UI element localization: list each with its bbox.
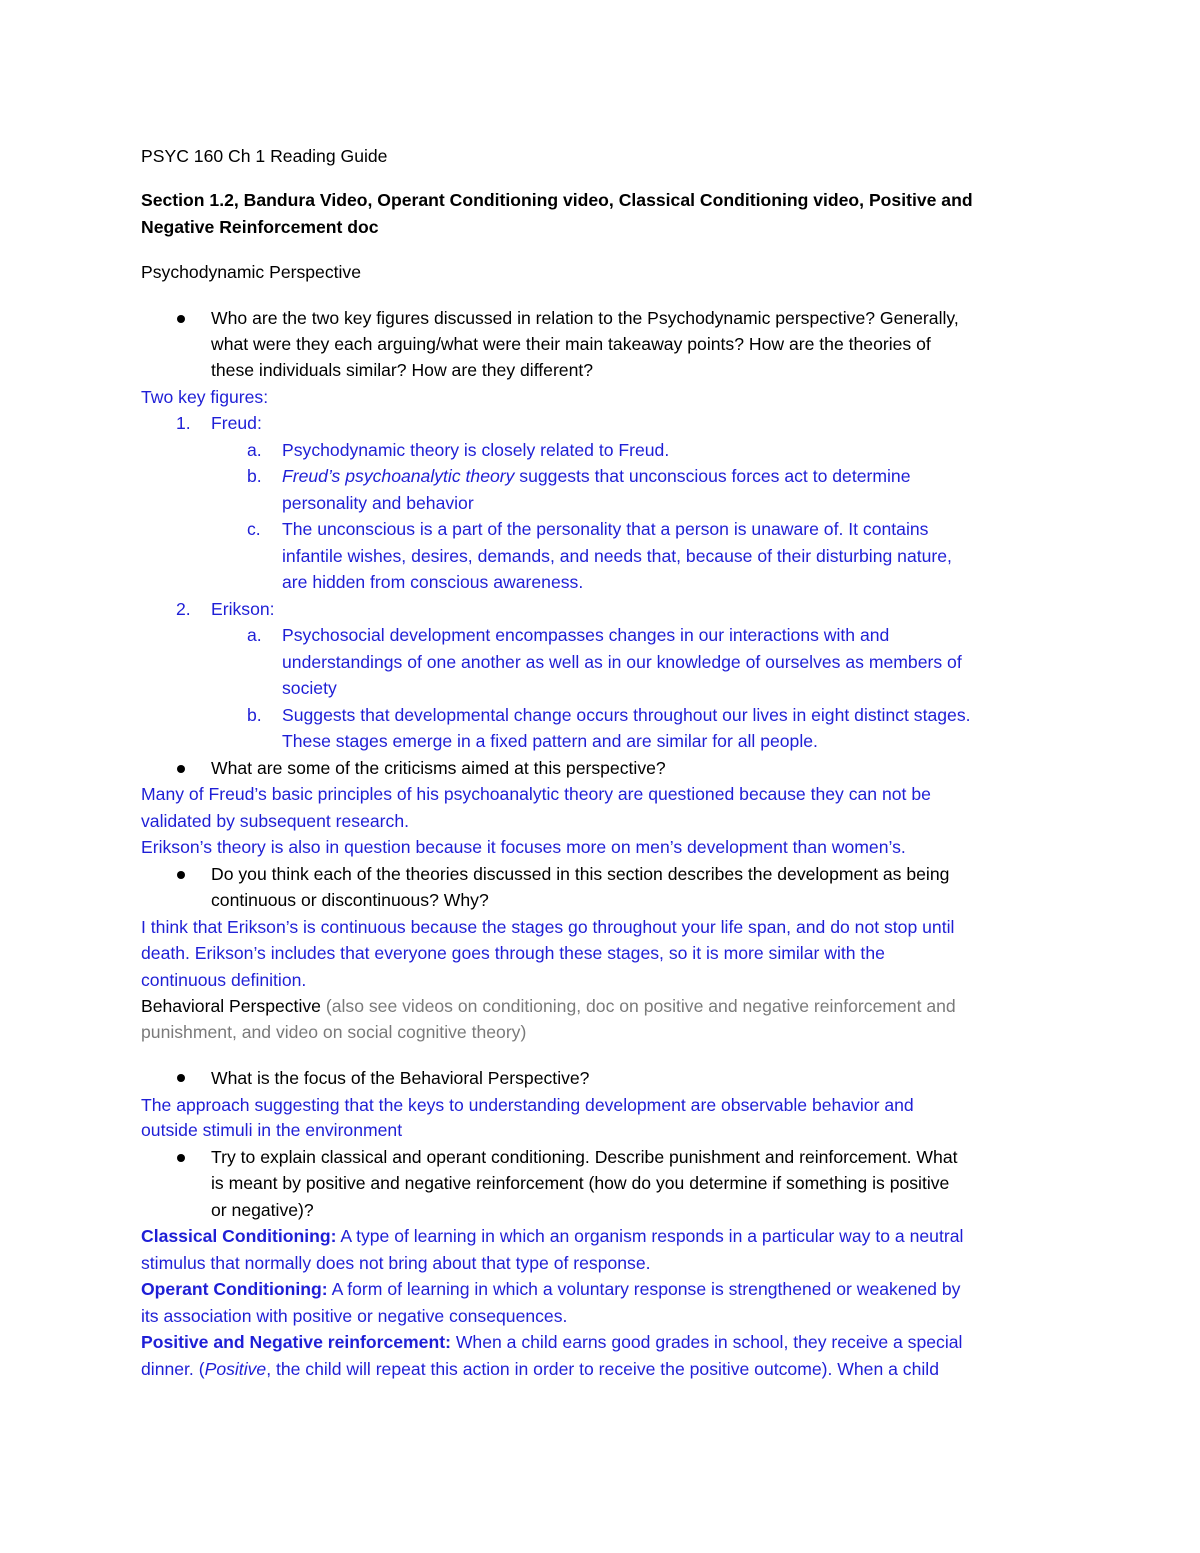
- erikson-point-b-line-2: These stages emerge in a fixed pattern and are similar for all people.: [282, 731, 818, 751]
- answer-3-line-3: continuous definition.: [141, 970, 307, 990]
- posneg-line-2: [141, 1356, 939, 1382]
- erikson-point-b-line-1: Suggests that developmental change occurs throughout our lives in eight distinct stages.: [282, 705, 971, 725]
- freud-point-c-line-2: infantile wishes, desires, demands, and needs that, because of their disturbing nature,: [282, 546, 952, 566]
- behavioral-note: (also see videos on conditioning, doc on positive and negative reinforcement and: [320, 996, 956, 1016]
- list-letter: a.: [247, 440, 262, 460]
- freud-point-a: Psychodynamic theory is closely related to Freud.: [282, 440, 670, 460]
- list-letter: a.: [247, 625, 262, 645]
- question-5-line-3: or negative)?: [211, 1200, 314, 1220]
- answer-4-line-2: outside stimuli in the environment: [141, 1120, 403, 1140]
- operant-label: Operant Conditioning:: [141, 1279, 328, 1299]
- bullet-icon: [177, 1154, 185, 1162]
- behavioral-heading-line-1: [141, 993, 956, 1019]
- answer-4-line-1: The approach suggesting that the keys to understanding development are observable behavior and: [141, 1095, 914, 1115]
- erikson-point-a-line-3: society: [282, 678, 337, 698]
- answer-2-line-3: Erikson’s theory is also in question because it focuses more on men’s development than women’s.: [141, 837, 906, 857]
- italic-term: Freud’s psychoanalytic theory: [282, 466, 515, 486]
- list-letter: b.: [247, 466, 262, 486]
- text-run: A type of learning in which an organism responds in a particular way to a neutral: [336, 1226, 964, 1246]
- posneg-label: Positive and Negative reinforcement:: [141, 1332, 451, 1352]
- question-4: What is the focus of the Behavioral Perspective?: [211, 1068, 590, 1088]
- list-letter: b.: [247, 705, 262, 725]
- list-letter: c.: [247, 519, 261, 539]
- question-5-line-2: is meant by positive and negative reinforcement (how do you determine if something is positive: [211, 1173, 950, 1193]
- question-3-line-2: continuous or discontinuous? Why?: [211, 890, 489, 910]
- erikson-point-a-line-2: understandings of one another as well as in our knowledge of ourselves as members of: [282, 652, 962, 672]
- bullet-icon: [177, 1074, 185, 1082]
- list-number: 1.: [176, 413, 191, 433]
- question-2: What are some of the criticisms aimed at this perspective?: [211, 758, 666, 778]
- bullet-icon: [177, 871, 185, 879]
- question-5-line-1: Try to explain classical and operant conditioning. Describe punishment and reinforcement. What: [211, 1147, 958, 1167]
- list-number: 2.: [176, 599, 191, 619]
- question-1-line-3: these individuals similar? How are they different?: [211, 360, 594, 380]
- doc-title: PSYC 160 Ch 1 Reading Guide: [141, 146, 388, 166]
- classical-line-1: [141, 1223, 963, 1249]
- question-1-line-1: Who are the two key figures discussed in relation to the Psychodynamic perspective? Generally,: [211, 308, 959, 328]
- bullet-icon: [177, 315, 185, 323]
- bullet-icon: [177, 765, 185, 773]
- section-line-1: Section 1.2, Bandura Video, Operant Conditioning video, Classical Conditioning video, Positive and: [141, 190, 973, 210]
- psychodynamic-heading: Psychodynamic Perspective: [141, 262, 362, 282]
- text-run: , the child will repeat this action in order to receive the positive outcome). When a child: [266, 1359, 939, 1379]
- answer-2-line-2: validated by subsequent research.: [141, 811, 409, 831]
- question-3-line-1: Do you think each of the theories discussed in this section describes the development as being: [211, 864, 950, 884]
- text-run: When a child earns good grades in school, they receive a special: [450, 1332, 963, 1352]
- erikson-label: Erikson:: [211, 599, 275, 619]
- answer-3-line-2: death. Erikson’s includes that everyone goes through these stages, so it is more similar with the: [141, 943, 885, 963]
- operant-line-2: its association with positive or negative consequences.: [141, 1306, 568, 1326]
- erikson-point-a-line-1: Psychosocial development encompasses changes in our interactions with and: [282, 625, 890, 645]
- classical-line-2: stimulus that normally does not bring about that type of response.: [141, 1253, 651, 1273]
- two-key-figures: Two key figures:: [141, 387, 269, 407]
- text-run: dinner. (: [141, 1359, 205, 1379]
- behavioral-heading: Behavioral Perspective: [141, 996, 321, 1016]
- answer-2-line-1: Many of Freud’s basic principles of his psychoanalytic theory are questioned because they can not be: [141, 784, 931, 804]
- posneg-line-1: [141, 1329, 962, 1355]
- italic-term: Positive: [204, 1359, 267, 1379]
- behavioral-note-line-2: punishment, and video on social cognitive theory): [141, 1022, 527, 1042]
- text-run: A form of learning in which a voluntary response is strengthened or weakened by: [327, 1279, 961, 1299]
- classical-label: Classical Conditioning:: [141, 1226, 337, 1246]
- freud-point-c-line-3: are hidden from conscious awareness.: [282, 572, 584, 592]
- freud-point-b-line-2: personality and behavior: [282, 493, 474, 513]
- text-run: suggests that unconscious forces act to determine: [514, 466, 911, 486]
- freud-point-b-line-1: [282, 463, 911, 489]
- freud-label: Freud:: [211, 413, 262, 433]
- question-1-line-2: what were they each arguing/what were their main takeaway points? How are the theories of: [211, 334, 931, 354]
- freud-point-c-line-1: The unconscious is a part of the personality that a person is unaware of. It contains: [282, 519, 929, 539]
- answer-3-line-1: I think that Erikson’s is continuous because the stages go throughout your life span, and do not stop until: [141, 917, 955, 937]
- operant-line-1: [141, 1276, 960, 1302]
- section-line-2: Negative Reinforcement doc: [141, 217, 379, 237]
